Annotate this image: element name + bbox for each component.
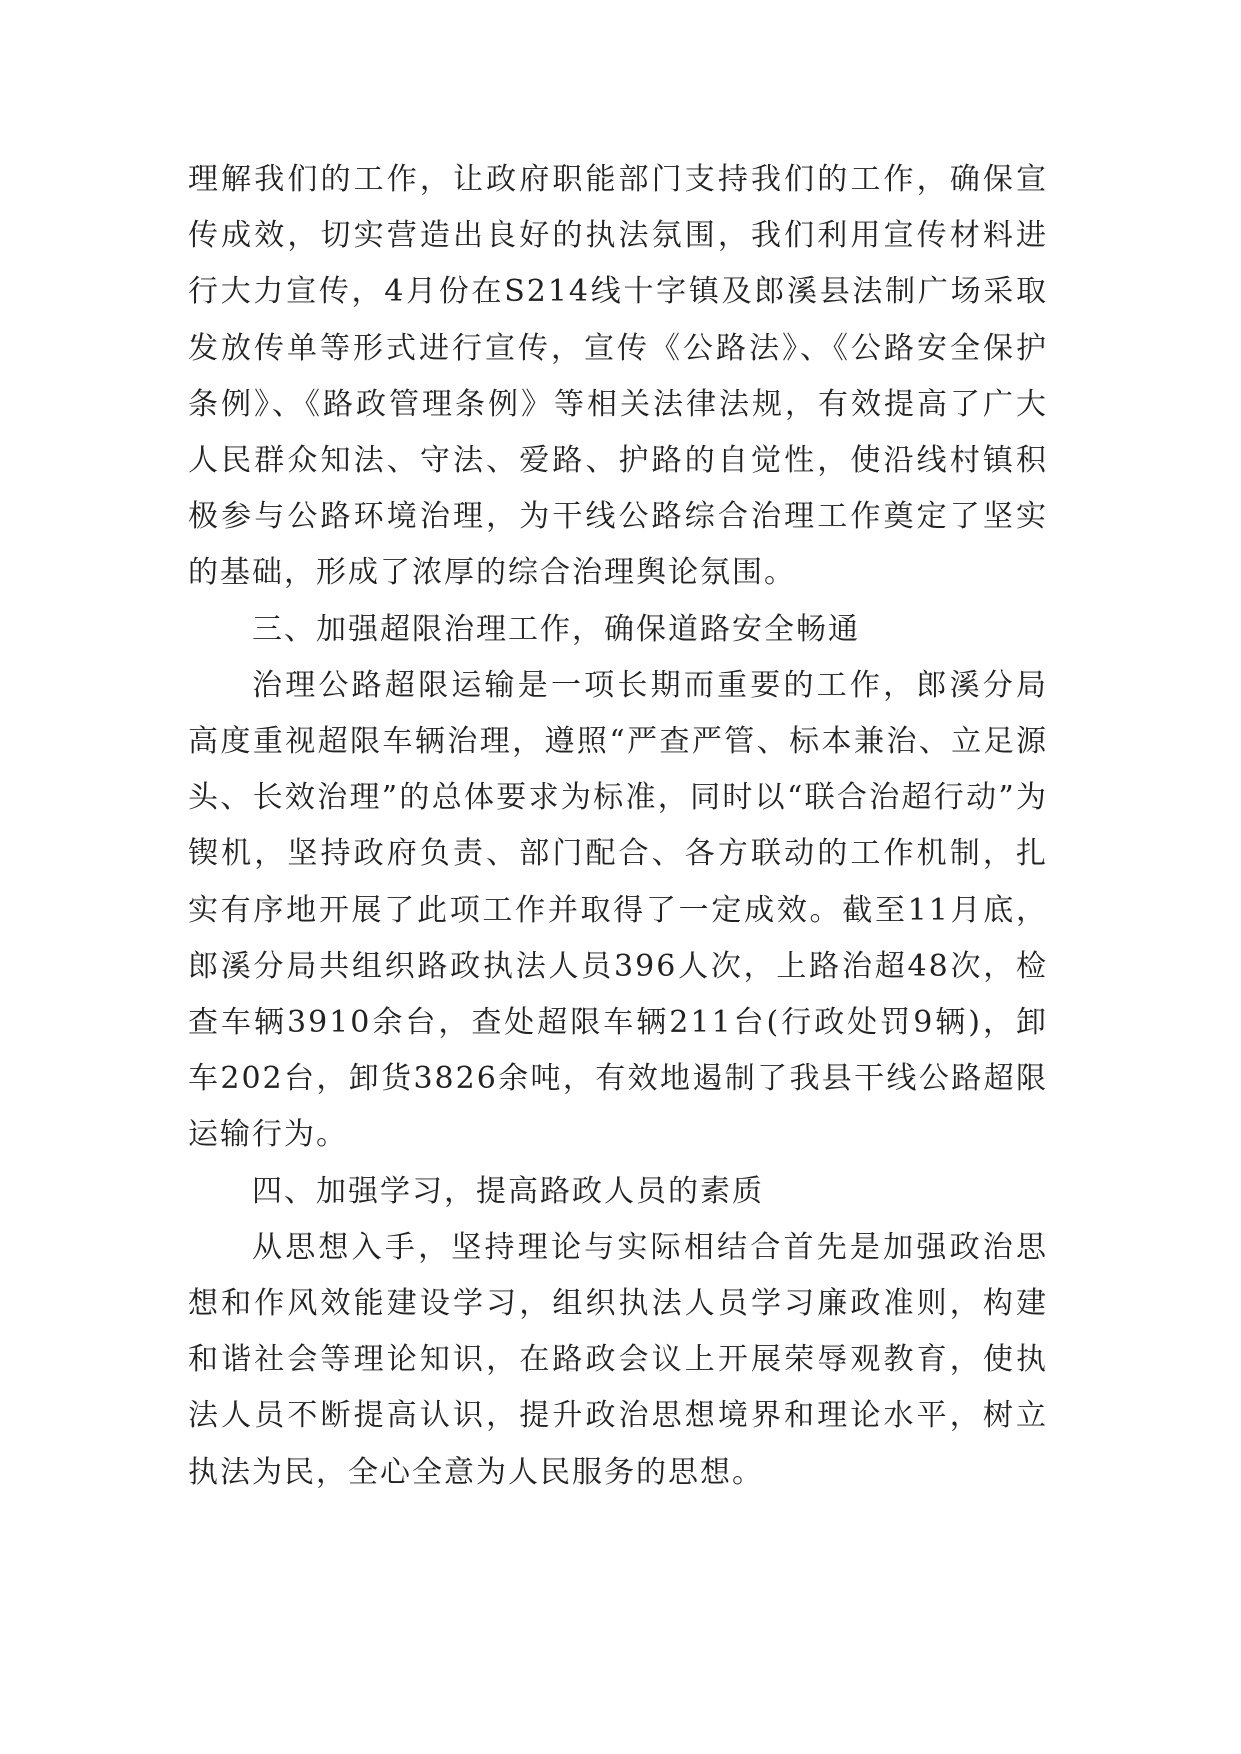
paragraph-overload-control: 治理公路超限运输是一项长期而重要的工作，郎溪分局高度重视超限车辆治理，遵照“严查严管、标本兼治、立足源头、长效治理”的总体要求为标准，同时以“联合治超行动”为锲机，坚持政府负责、部门配合、各方联动的工作机制，扎实有序地开展了此项工作并取得了一定成效。截至11月底，郎溪分局共组织路政执法人员396人次，上路治超48次，检查车辆3910余台，查处超限车辆211台(行政处罚9辆)，卸车202台，卸货3826余吨，有效地遏制了我县干线公路超限运输行为。 — [188, 667, 1048, 1153]
document-body — [188, 152, 1048, 1501]
paragraph-publicity-continued: 理解我们的工作，让政府职能部门支持我们的工作，确保宣传成效，切实营造出良好的执法氛围，我们利用宣传材料进行大力宣传，4月份在S214线十字镇及郎溪县法制广场采取发放传单等形式进行宣传，宣传《公路法》、《公路安全保护条例》、《路政管理条例》等相关法律法规，有效提高了广大人民群众知法、守法、爱路、护路的自觉性，使沿线村镇积极参与公路环境治理，为干线公路综合治理工作奠定了坚实的基础，形成了浓厚的综合治理舆论氛围。 — [188, 162, 1048, 591]
paragraph-staff-training: 从思想入手，坚持理论与实际相结合首先是加强政治思想和作风效能建设学习，组织执法人员学习廉政准则，构建和谐社会等理论知识，在路政会议上开展荣辱观教育，使执法人员不断提高认识，提升政治思想境界和理论水平，树立执法为民，全心全意为人民服务的思想。 — [188, 1229, 1048, 1490]
section-heading-overload-control: 三、加强超限治理工作，确保道路安全畅通 — [252, 611, 860, 647]
section-heading-staff-training: 四、加强学习，提高路政人员的素质 — [252, 1173, 764, 1209]
